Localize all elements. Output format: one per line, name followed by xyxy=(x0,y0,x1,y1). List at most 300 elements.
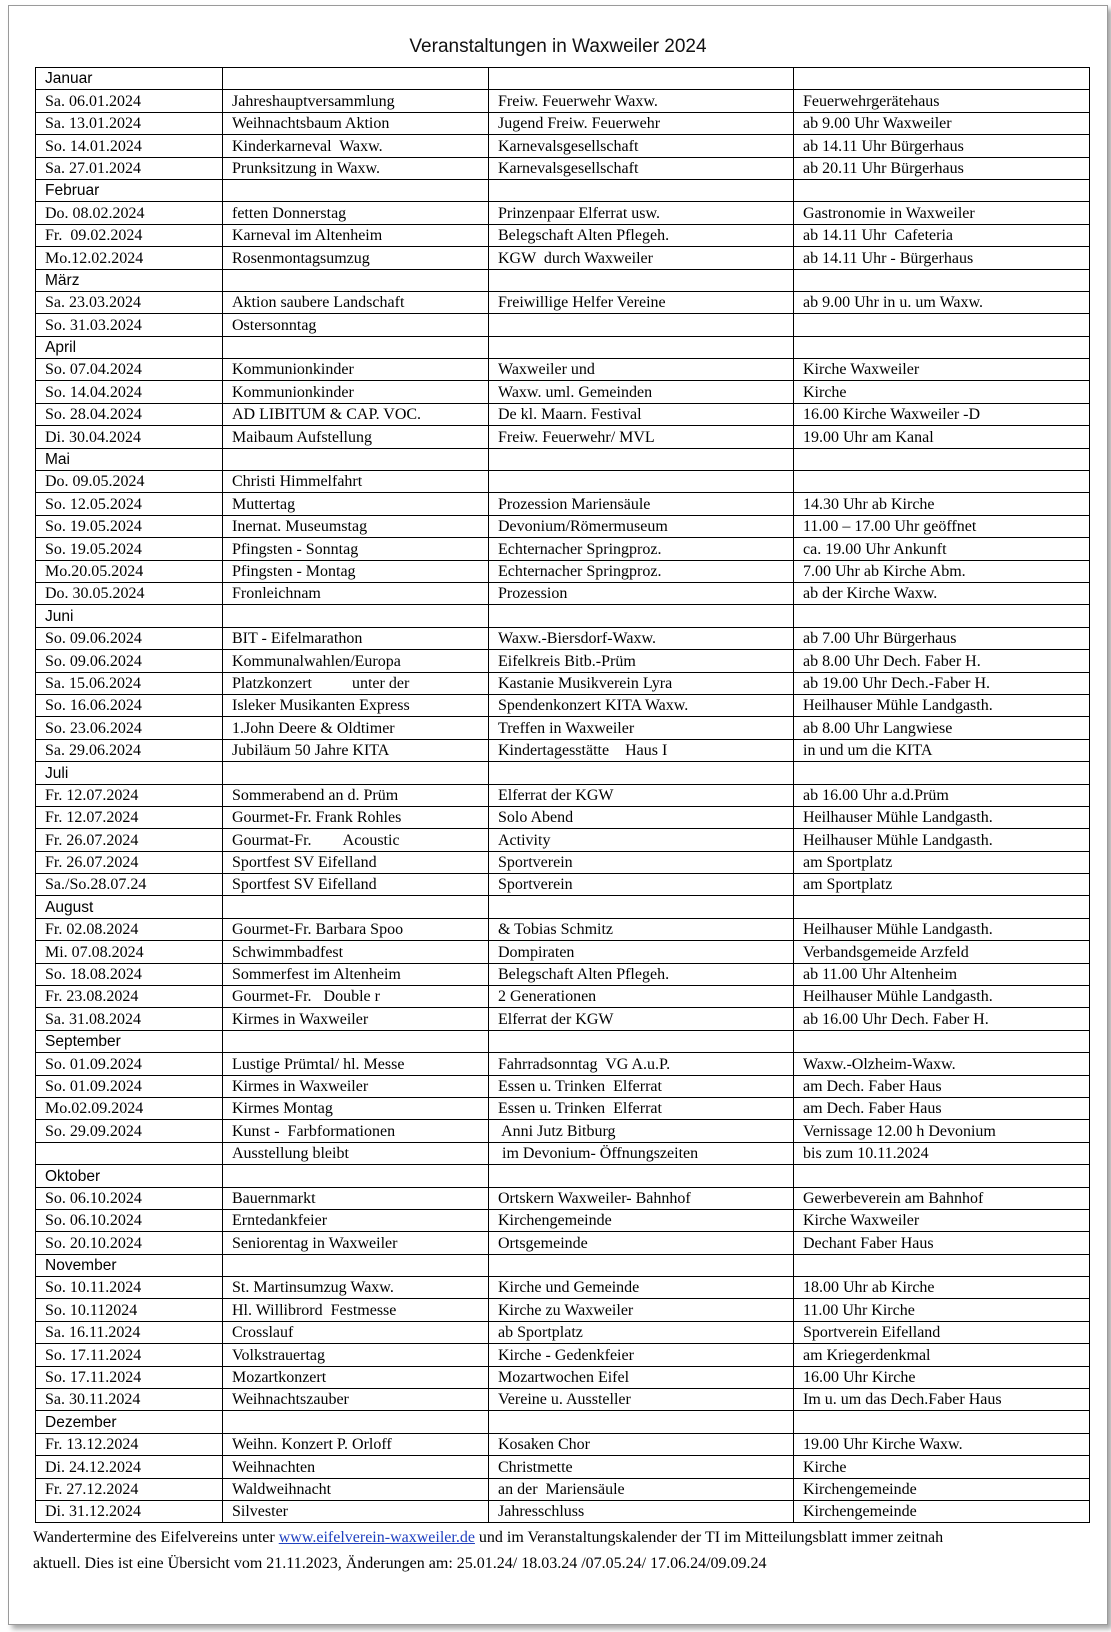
event-row xyxy=(36,135,1090,157)
empty-cell xyxy=(489,336,794,358)
event-place: ab 8.00 Uhr Langwiese xyxy=(794,717,1090,739)
event-name: Schwimmbadfest xyxy=(223,941,489,963)
event-name: Lustige Prümtal/ hl. Messe xyxy=(223,1053,489,1075)
event-date: Sa. 15.06.2024 xyxy=(36,672,223,694)
month-header-row xyxy=(36,448,1090,470)
event-row xyxy=(36,1097,1090,1119)
event-name: Seniorentag in Waxweiler xyxy=(223,1232,489,1254)
event-organizer: Spendenkonzert KITA Waxw. xyxy=(489,694,794,716)
month-label: Juni xyxy=(36,605,223,627)
month-header-row xyxy=(36,336,1090,358)
event-place: Heilhauser Mühle Landgasth. xyxy=(794,694,1090,716)
event-row xyxy=(36,1008,1090,1030)
event-name: Ausstellung bleibt xyxy=(223,1142,489,1164)
event-date: Sa. 29.06.2024 xyxy=(36,739,223,761)
event-organizer: Activity xyxy=(489,829,794,851)
event-place: ca. 19.00 Uhr Ankunft xyxy=(794,538,1090,560)
event-place: Heilhauser Mühle Landgasth. xyxy=(794,918,1090,940)
event-row xyxy=(36,1456,1090,1478)
event-place: Kirche xyxy=(794,1456,1090,1478)
event-organizer: Prozession xyxy=(489,582,794,604)
event-organizer: Belegschaft Alten Pflegeh. xyxy=(489,224,794,246)
event-row xyxy=(36,986,1090,1008)
event-date: So. 14.01.2024 xyxy=(36,135,223,157)
event-row xyxy=(36,381,1090,403)
document-page xyxy=(8,5,1108,1625)
event-date: So. 31.03.2024 xyxy=(36,314,223,336)
event-name: Kirmes in Waxweiler xyxy=(223,1075,489,1097)
footer-line-2: aktuell. Dies ist eine Übersicht vom 21.11.2023, Änderungen am: 25.01.24/ 18.03.24 /07.05.24/ 17.06.24/09.09.24 xyxy=(33,1555,767,1572)
event-place: 18.00 Uhr ab Kirche xyxy=(794,1277,1090,1299)
event-row xyxy=(36,538,1090,560)
event-date: Do. 30.05.2024 xyxy=(36,582,223,604)
empty-cell xyxy=(223,1411,489,1433)
event-place: 16.00 Uhr Kirche xyxy=(794,1366,1090,1388)
event-place: ab 19.00 Uhr Dech.-Faber H. xyxy=(794,672,1090,694)
event-organizer: Kirche - Gedenkfeier xyxy=(489,1344,794,1366)
event-row xyxy=(36,247,1090,269)
event-organizer: Jahresschluss xyxy=(489,1501,794,1523)
event-date: So. 14.04.2024 xyxy=(36,381,223,403)
event-row xyxy=(36,157,1090,179)
event-organizer: KGW durch Waxweiler xyxy=(489,247,794,269)
month-label: April xyxy=(36,336,223,358)
event-organizer: Christmette xyxy=(489,1456,794,1478)
event-date: Mo.12.02.2024 xyxy=(36,247,223,269)
event-organizer: Ortsgemeinde xyxy=(489,1232,794,1254)
event-organizer: Kirche und Gemeinde xyxy=(489,1277,794,1299)
event-organizer: ab Sportplatz xyxy=(489,1321,794,1343)
event-date: So. 20.10.2024 xyxy=(36,1232,223,1254)
event-place: ab der Kirche Waxw. xyxy=(794,582,1090,604)
page-title: Veranstaltungen in Waxweiler 2024 xyxy=(409,36,707,57)
event-name: Pfingsten - Montag xyxy=(223,560,489,582)
event-organizer: 2 Generationen xyxy=(489,986,794,1008)
event-date: Fr. 26.07.2024 xyxy=(36,851,223,873)
event-organizer: Fahrradsonntag VG A.u.P. xyxy=(489,1053,794,1075)
month-label: Oktober xyxy=(36,1165,223,1187)
empty-cell xyxy=(223,762,489,784)
month-header-row xyxy=(36,1254,1090,1276)
empty-cell xyxy=(489,1254,794,1276)
event-organizer: Karnevalsgesellschaft xyxy=(489,157,794,179)
event-date: Do. 09.05.2024 xyxy=(36,471,223,493)
event-name: Karneval im Altenheim xyxy=(223,224,489,246)
event-name: St. Martinsumzug Waxw. xyxy=(223,1277,489,1299)
event-name: Prunksitzung in Waxw. xyxy=(223,157,489,179)
empty-cell xyxy=(489,269,794,291)
event-name: Jubiläum 50 Jahre KITA xyxy=(223,739,489,761)
event-place: ab 9.00 Uhr Waxweiler xyxy=(794,112,1090,134)
footer-note xyxy=(33,1525,1103,1577)
event-place: Heilhauser Mühle Landgasth. xyxy=(794,986,1090,1008)
event-place: Heilhauser Mühle Landgasth. xyxy=(794,806,1090,828)
event-name: Maibaum Aufstellung xyxy=(223,426,489,448)
event-place: ab 14.11 Uhr Cafeteria xyxy=(794,224,1090,246)
event-place: ab 11.00 Uhr Altenheim xyxy=(794,963,1090,985)
event-row xyxy=(36,560,1090,582)
empty-cell xyxy=(794,762,1090,784)
event-name: Isleker Musikanten Express xyxy=(223,694,489,716)
event-name: Sportfest SV Eifelland xyxy=(223,874,489,896)
event-row xyxy=(36,1344,1090,1366)
event-row xyxy=(36,515,1090,537)
event-date: Sa./So.28.07.24 xyxy=(36,874,223,896)
empty-cell xyxy=(223,269,489,291)
event-row xyxy=(36,1366,1090,1388)
month-label: November xyxy=(36,1254,223,1276)
month-header-row xyxy=(36,1030,1090,1052)
event-place: Feuerwehrgerätehaus xyxy=(794,90,1090,112)
event-date: Sa. 31.08.2024 xyxy=(36,1008,223,1030)
event-organizer: & Tobias Schmitz xyxy=(489,918,794,940)
month-label: September xyxy=(36,1030,223,1052)
event-organizer: Dompiraten xyxy=(489,941,794,963)
event-name: Bauernmarkt xyxy=(223,1187,489,1209)
event-name: Hl. Willibrord Festmesse xyxy=(223,1299,489,1321)
event-name: Waldweihnacht xyxy=(223,1478,489,1500)
event-organizer: Vereine u. Aussteller xyxy=(489,1389,794,1411)
event-name: Weihnachten xyxy=(223,1456,489,1478)
event-place: Sportverein Eifelland xyxy=(794,1321,1090,1343)
empty-cell xyxy=(223,448,489,470)
event-place: Vernissage 12.00 h Devonium xyxy=(794,1120,1090,1142)
month-label: Juli xyxy=(36,762,223,784)
event-date: So. 16.06.2024 xyxy=(36,694,223,716)
event-name: Kirmes in Waxweiler xyxy=(223,1008,489,1030)
event-date: So. 18.08.2024 xyxy=(36,963,223,985)
event-organizer: Echternacher Springproz. xyxy=(489,538,794,560)
event-row xyxy=(36,739,1090,761)
event-row xyxy=(36,672,1090,694)
event-place: Gastronomie in Waxweiler xyxy=(794,202,1090,224)
event-place: bis zum 10.11.2024 xyxy=(794,1142,1090,1164)
empty-cell xyxy=(794,448,1090,470)
event-name: Muttertag xyxy=(223,493,489,515)
event-organizer: Karnevalsgesellschaft xyxy=(489,135,794,157)
event-date: Di. 30.04.2024 xyxy=(36,426,223,448)
month-label: August xyxy=(36,896,223,918)
event-date: So. 01.09.2024 xyxy=(36,1075,223,1097)
event-name: Kommunionkinder xyxy=(223,381,489,403)
event-date: Sa. 06.01.2024 xyxy=(36,90,223,112)
event-organizer: Sportverein xyxy=(489,851,794,873)
event-place: am Dech. Faber Haus xyxy=(794,1075,1090,1097)
empty-cell xyxy=(794,68,1090,90)
empty-cell xyxy=(794,179,1090,201)
event-place xyxy=(794,314,1090,336)
event-date: So. 17.11.2024 xyxy=(36,1366,223,1388)
event-place: 19.00 Uhr am Kanal xyxy=(794,426,1090,448)
empty-cell xyxy=(489,1165,794,1187)
event-place: Heilhauser Mühle Landgasth. xyxy=(794,829,1090,851)
event-date: So. 10.112024 xyxy=(36,1299,223,1321)
event-organizer xyxy=(489,314,794,336)
event-date: Mo.02.09.2024 xyxy=(36,1097,223,1119)
event-date: Fr. 26.07.2024 xyxy=(36,829,223,851)
event-date: So. 06.10.2024 xyxy=(36,1209,223,1231)
empty-cell xyxy=(489,1030,794,1052)
event-place: am Sportplatz xyxy=(794,874,1090,896)
event-date: Sa. 23.03.2024 xyxy=(36,291,223,313)
event-date: So. 12.05.2024 xyxy=(36,493,223,515)
event-name: AD LIBITUM & CAP. VOC. xyxy=(223,403,489,425)
footer-text-after-link: und im Veranstaltungskalender der TI im Mitteilungsblatt immer zeitnah xyxy=(474,1529,944,1546)
event-row xyxy=(36,694,1090,716)
event-organizer: Elferrat der KGW xyxy=(489,1008,794,1030)
event-place: ab 14.11 Uhr - Bürgerhaus xyxy=(794,247,1090,269)
event-date: So. 09.06.2024 xyxy=(36,650,223,672)
month-header-row xyxy=(36,68,1090,90)
event-date: Di. 24.12.2024 xyxy=(36,1456,223,1478)
event-place: ab 8.00 Uhr Dech. Faber H. xyxy=(794,650,1090,672)
event-organizer: Waxw. uml. Gemeinden xyxy=(489,381,794,403)
month-header-row xyxy=(36,762,1090,784)
event-row xyxy=(36,403,1090,425)
event-organizer: Freiw. Feuerwehr/ MVL xyxy=(489,426,794,448)
event-organizer: Jugend Freiw. Feuerwehr xyxy=(489,112,794,134)
event-date: So. 01.09.2024 xyxy=(36,1053,223,1075)
event-row xyxy=(36,1501,1090,1523)
event-name: Jahreshauptversammlung xyxy=(223,90,489,112)
month-label: Dezember xyxy=(36,1411,223,1433)
event-name: fetten Donnerstag xyxy=(223,202,489,224)
empty-cell xyxy=(489,179,794,201)
event-date: So. 10.11.2024 xyxy=(36,1277,223,1299)
event-place: ab 14.11 Uhr Bürgerhaus xyxy=(794,135,1090,157)
event-place: ab 20.11 Uhr Bürgerhaus xyxy=(794,157,1090,179)
event-place: am Dech. Faber Haus xyxy=(794,1097,1090,1119)
event-date: Fr. 12.07.2024 xyxy=(36,806,223,828)
event-organizer xyxy=(489,471,794,493)
event-row xyxy=(36,1053,1090,1075)
event-organizer: Devonium/Römermuseum xyxy=(489,515,794,537)
empty-cell xyxy=(794,269,1090,291)
event-row xyxy=(36,1187,1090,1209)
empty-cell xyxy=(489,762,794,784)
event-organizer: Elferrat der KGW xyxy=(489,784,794,806)
event-row xyxy=(36,627,1090,649)
event-date: Mo.20.05.2024 xyxy=(36,560,223,582)
event-place: 7.00 Uhr ab Kirche Abm. xyxy=(794,560,1090,582)
event-date: Sa. 30.11.2024 xyxy=(36,1389,223,1411)
month-header-row xyxy=(36,1165,1090,1187)
event-place: ab 16.00 Uhr a.d.Prüm xyxy=(794,784,1090,806)
event-row xyxy=(36,1389,1090,1411)
event-organizer: im Devonium- Öffnungszeiten xyxy=(489,1142,794,1164)
event-organizer: Essen u. Trinken Elferrat xyxy=(489,1097,794,1119)
month-header-row xyxy=(36,269,1090,291)
event-name: Fronleichnam xyxy=(223,582,489,604)
event-name: Gourmet-Fr. Barbara Spoo xyxy=(223,918,489,940)
event-organizer: Kosaken Chor xyxy=(489,1433,794,1455)
event-place: 19.00 Uhr Kirche Waxw. xyxy=(794,1433,1090,1455)
event-date: So. 23.06.2024 xyxy=(36,717,223,739)
event-organizer: Echternacher Springproz. xyxy=(489,560,794,582)
event-name: Kommunionkinder xyxy=(223,359,489,381)
event-row xyxy=(36,806,1090,828)
event-name: Weihn. Konzert P. Orloff xyxy=(223,1433,489,1455)
month-header-row xyxy=(36,605,1090,627)
event-place: Kirche xyxy=(794,381,1090,403)
event-organizer: Kirchengemeinde xyxy=(489,1209,794,1231)
event-date: Di. 31.12.2024 xyxy=(36,1501,223,1523)
empty-cell xyxy=(489,605,794,627)
event-organizer: Freiwillige Helfer Vereine xyxy=(489,291,794,313)
empty-cell xyxy=(489,1411,794,1433)
event-place: ab 7.00 Uhr Bürgerhaus xyxy=(794,627,1090,649)
event-row xyxy=(36,784,1090,806)
event-row xyxy=(36,1232,1090,1254)
event-row xyxy=(36,874,1090,896)
event-organizer: Prinzenpaar Elferrat usw. xyxy=(489,202,794,224)
event-name: Sommerabend an d. Prüm xyxy=(223,784,489,806)
month-label: März xyxy=(36,269,223,291)
empty-cell xyxy=(223,1254,489,1276)
events-table-body xyxy=(36,68,1090,1523)
event-organizer: Ortskern Waxweiler- Bahnhof xyxy=(489,1187,794,1209)
event-name: Gourmat-Fr. Acoustic xyxy=(223,829,489,851)
event-place xyxy=(794,471,1090,493)
event-date: Mi. 07.08.2024 xyxy=(36,941,223,963)
event-name: Sportfest SV Eifelland xyxy=(223,851,489,873)
event-place: Kirchengemeinde xyxy=(794,1478,1090,1500)
event-organizer: Belegschaft Alten Pflegeh. xyxy=(489,963,794,985)
event-date: So. 28.04.2024 xyxy=(36,403,223,425)
event-date: Fr. 09.02.2024 xyxy=(36,224,223,246)
event-organizer: De kl. Maarn. Festival xyxy=(489,403,794,425)
event-date: So. 17.11.2024 xyxy=(36,1344,223,1366)
empty-cell xyxy=(489,448,794,470)
event-date: Fr. 02.08.2024 xyxy=(36,918,223,940)
event-place: Waxw.-Olzheim-Waxw. xyxy=(794,1053,1090,1075)
event-date: So. 06.10.2024 xyxy=(36,1187,223,1209)
event-organizer: Kindertagesstätte Haus I xyxy=(489,739,794,761)
event-row xyxy=(36,1478,1090,1500)
event-place: am Sportplatz xyxy=(794,851,1090,873)
event-row xyxy=(36,717,1090,739)
events-table xyxy=(35,67,1090,1523)
empty-cell xyxy=(794,605,1090,627)
event-row xyxy=(36,918,1090,940)
event-row xyxy=(36,1120,1090,1142)
event-place: am Kriegerdenkmal xyxy=(794,1344,1090,1366)
event-row xyxy=(36,1142,1090,1164)
event-row xyxy=(36,314,1090,336)
event-place: Kirchengemeinde xyxy=(794,1501,1090,1523)
event-name: BIT - Eifelmarathon xyxy=(223,627,489,649)
event-organizer: Freiw. Feuerwehr Waxw. xyxy=(489,90,794,112)
empty-cell xyxy=(223,605,489,627)
empty-cell xyxy=(794,896,1090,918)
event-row xyxy=(36,493,1090,515)
event-row xyxy=(36,112,1090,134)
event-date: Do. 08.02.2024 xyxy=(36,202,223,224)
event-organizer: Kastanie Musikverein Lyra xyxy=(489,672,794,694)
empty-cell xyxy=(223,179,489,201)
event-row xyxy=(36,471,1090,493)
event-row xyxy=(36,202,1090,224)
month-label: Februar xyxy=(36,179,223,201)
empty-cell xyxy=(794,1165,1090,1187)
event-row xyxy=(36,224,1090,246)
event-organizer: Waxweiler und xyxy=(489,359,794,381)
event-row xyxy=(36,359,1090,381)
event-date: Fr. 27.12.2024 xyxy=(36,1478,223,1500)
event-row xyxy=(36,90,1090,112)
event-row xyxy=(36,1299,1090,1321)
event-row xyxy=(36,1209,1090,1231)
event-row xyxy=(36,1277,1090,1299)
event-date: Sa. 16.11.2024 xyxy=(36,1321,223,1343)
event-date xyxy=(36,1142,223,1164)
empty-cell xyxy=(223,68,489,90)
event-name: Gourmet-Fr. Frank Rohles xyxy=(223,806,489,828)
event-organizer: Essen u. Trinken Elferrat xyxy=(489,1075,794,1097)
empty-cell xyxy=(794,1411,1090,1433)
event-name: Rosenmontagsumzug xyxy=(223,247,489,269)
event-date: Fr. 12.07.2024 xyxy=(36,784,223,806)
event-row xyxy=(36,963,1090,985)
event-organizer: Waxw.-Biersdorf-Waxw. xyxy=(489,627,794,649)
event-name: Erntedankfeier xyxy=(223,1209,489,1231)
event-organizer: Kirche zu Waxweiler xyxy=(489,1299,794,1321)
footer-text-before-link: Wandertermine des Eifelvereins unter xyxy=(33,1529,279,1546)
event-name: Kommunalwahlen/Europa xyxy=(223,650,489,672)
empty-cell xyxy=(794,1254,1090,1276)
event-name: Kirmes Montag xyxy=(223,1097,489,1119)
eifelverein-link[interactable]: www.eifelverein-waxweiler.de xyxy=(278,1529,475,1546)
event-name: Christi Himmelfahrt xyxy=(223,471,489,493)
month-header-row xyxy=(36,896,1090,918)
month-label: Januar xyxy=(36,68,223,90)
event-name: Silvester xyxy=(223,1501,489,1523)
event-organizer: Anni Jutz Bitburg xyxy=(489,1120,794,1142)
event-organizer: an der Mariensäule xyxy=(489,1478,794,1500)
event-name: Weihnachtszauber xyxy=(223,1389,489,1411)
event-row xyxy=(36,650,1090,672)
event-name: 1.John Deere & Oldtimer xyxy=(223,717,489,739)
month-header-row xyxy=(36,179,1090,201)
event-organizer: Eifelkreis Bitb.-Prüm xyxy=(489,650,794,672)
event-place: 16.00 Kirche Waxweiler -D xyxy=(794,403,1090,425)
event-name: Gourmet-Fr. Double r xyxy=(223,986,489,1008)
event-row xyxy=(36,851,1090,873)
event-place: Gewerbeverein am Bahnhof xyxy=(794,1187,1090,1209)
event-place: Dechant Faber Haus xyxy=(794,1232,1090,1254)
event-row xyxy=(36,941,1090,963)
empty-cell xyxy=(489,896,794,918)
event-organizer: Mozartwochen Eifel xyxy=(489,1366,794,1388)
empty-cell xyxy=(223,1030,489,1052)
event-row xyxy=(36,582,1090,604)
empty-cell xyxy=(794,336,1090,358)
event-place: 11.00 – 17.00 Uhr geöffnet xyxy=(794,515,1090,537)
empty-cell xyxy=(223,336,489,358)
event-name: Weihnachtsbaum Aktion xyxy=(223,112,489,134)
footer-line-1 xyxy=(33,1525,1103,1551)
empty-cell xyxy=(223,1165,489,1187)
event-name: Aktion saubere Landschaft xyxy=(223,291,489,313)
event-place: Kirche Waxweiler xyxy=(794,359,1090,381)
event-date: Fr. 23.08.2024 xyxy=(36,986,223,1008)
event-place: ab 9.00 Uhr in u. um Waxw. xyxy=(794,291,1090,313)
event-place: Kirche Waxweiler xyxy=(794,1209,1090,1231)
event-name: Crosslauf xyxy=(223,1321,489,1343)
empty-cell xyxy=(489,68,794,90)
event-place: Im u. um das Dech.Faber Haus xyxy=(794,1389,1090,1411)
event-date: So. 07.04.2024 xyxy=(36,359,223,381)
